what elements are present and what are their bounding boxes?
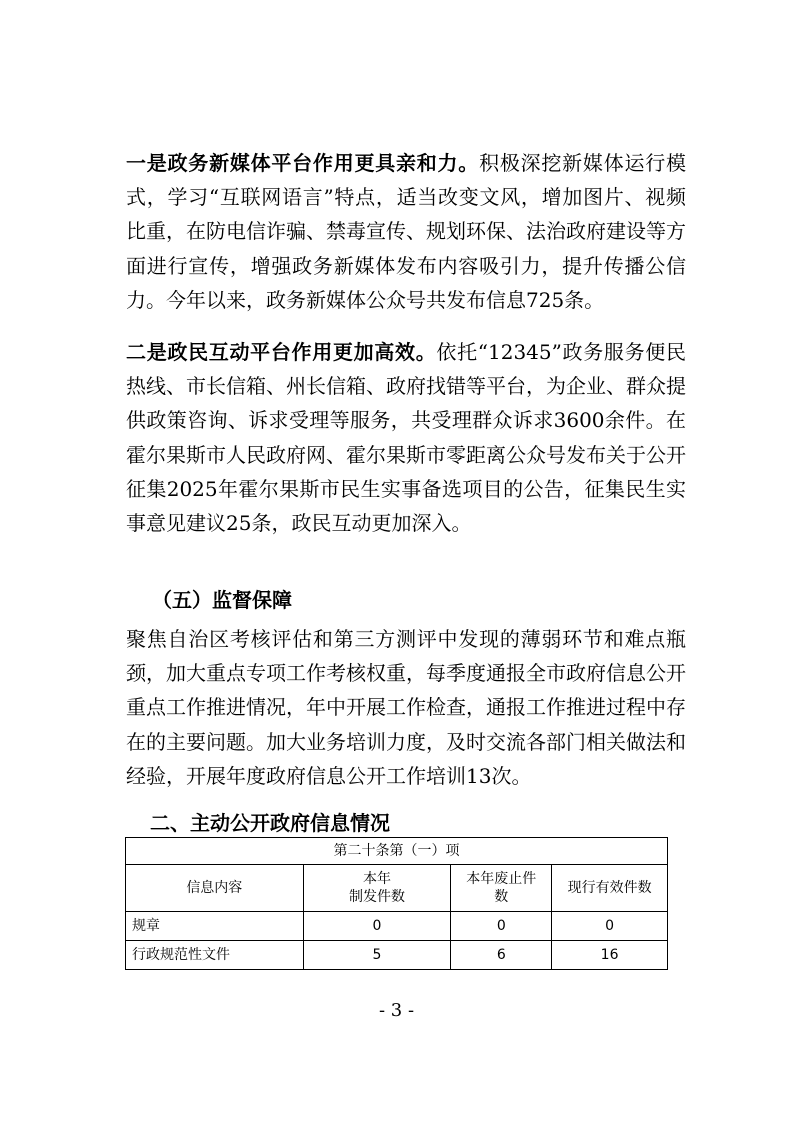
column-header-valid: 现行有效件数 — [552, 865, 668, 912]
table-row — [126, 912, 668, 941]
cell-abolished: 6 — [451, 941, 552, 970]
paragraph-body: 依托“12345”政务服务便民热线、市长信箱、州长信箱、政府找错等平台，为企业、群众提供政策咨询、诉求受理等服务，共受理群众诉求3600余件。在霍尔果斯市人民政府网、霍尔果斯市零距离公众号发布关于公开征集2025年霍尔果斯市民生实事备选项目的公告，征集民生实事意见建议25条，政民互动更加深入。 — [126, 340, 687, 536]
paragraph-body: 聚焦自治区考核评估和第三方测评中发现的薄弱环节和难点瓶颈，加大重点专项工作考核权重，每季度通报全市政府信息公开重点工作推进情况，年中开展工作检查，通报工作推进过程中存在的主要问题。加大业务培训力度，及时交流各部门相关做法和经验，开展年度政府信息公开工作培训13次。 — [126, 627, 686, 788]
section-heading-disclosure: 二、主动公开政府信息情况 — [150, 811, 390, 835]
column-header-content: 信息内容 — [126, 865, 304, 912]
cell-valid: 16 — [552, 941, 668, 970]
table-row — [126, 941, 668, 970]
section-heading-supervision: （五）监督保障 — [152, 588, 292, 612]
table-header-row — [126, 865, 668, 912]
column-header-abolished: 本年废止件 数 — [451, 865, 552, 912]
page-number: - 3 - — [378, 1000, 415, 1021]
cell-abolished: 0 — [451, 912, 552, 941]
paragraph-new-media — [126, 146, 686, 317]
paragraph-body: 积极深挖新媒体运行模式，学习“互联网语言”特点，适当改变文风，增加图片、视频比重，在防电信诈骗、禁毒宣传、规划环保、法治政府建设等方面进行宣传，增强政务新媒体发布内容吸引力，提升传播公信力。今年以来，政务新媒体公众号共发布信息725条。 — [126, 151, 687, 312]
column-header-issued: 本年 制发件数 — [303, 865, 451, 912]
table-caption: 第二十条第（一）项 — [126, 838, 668, 865]
paragraph-interaction — [126, 335, 686, 540]
disclosure-table — [125, 837, 668, 970]
paragraph-supervision — [126, 622, 686, 793]
row-label: 行政规范性文件 — [126, 941, 304, 970]
paragraph-lead: 二是政民互动平台作用更加高效。 — [126, 340, 437, 364]
row-label: 规章 — [126, 912, 304, 941]
paragraph-lead: 一是政务新媒体平台作用更具亲和力。 — [126, 151, 480, 175]
cell-valid: 0 — [552, 912, 668, 941]
cell-issued: 0 — [303, 912, 451, 941]
table-caption-row — [126, 838, 668, 865]
cell-issued: 5 — [303, 941, 451, 970]
